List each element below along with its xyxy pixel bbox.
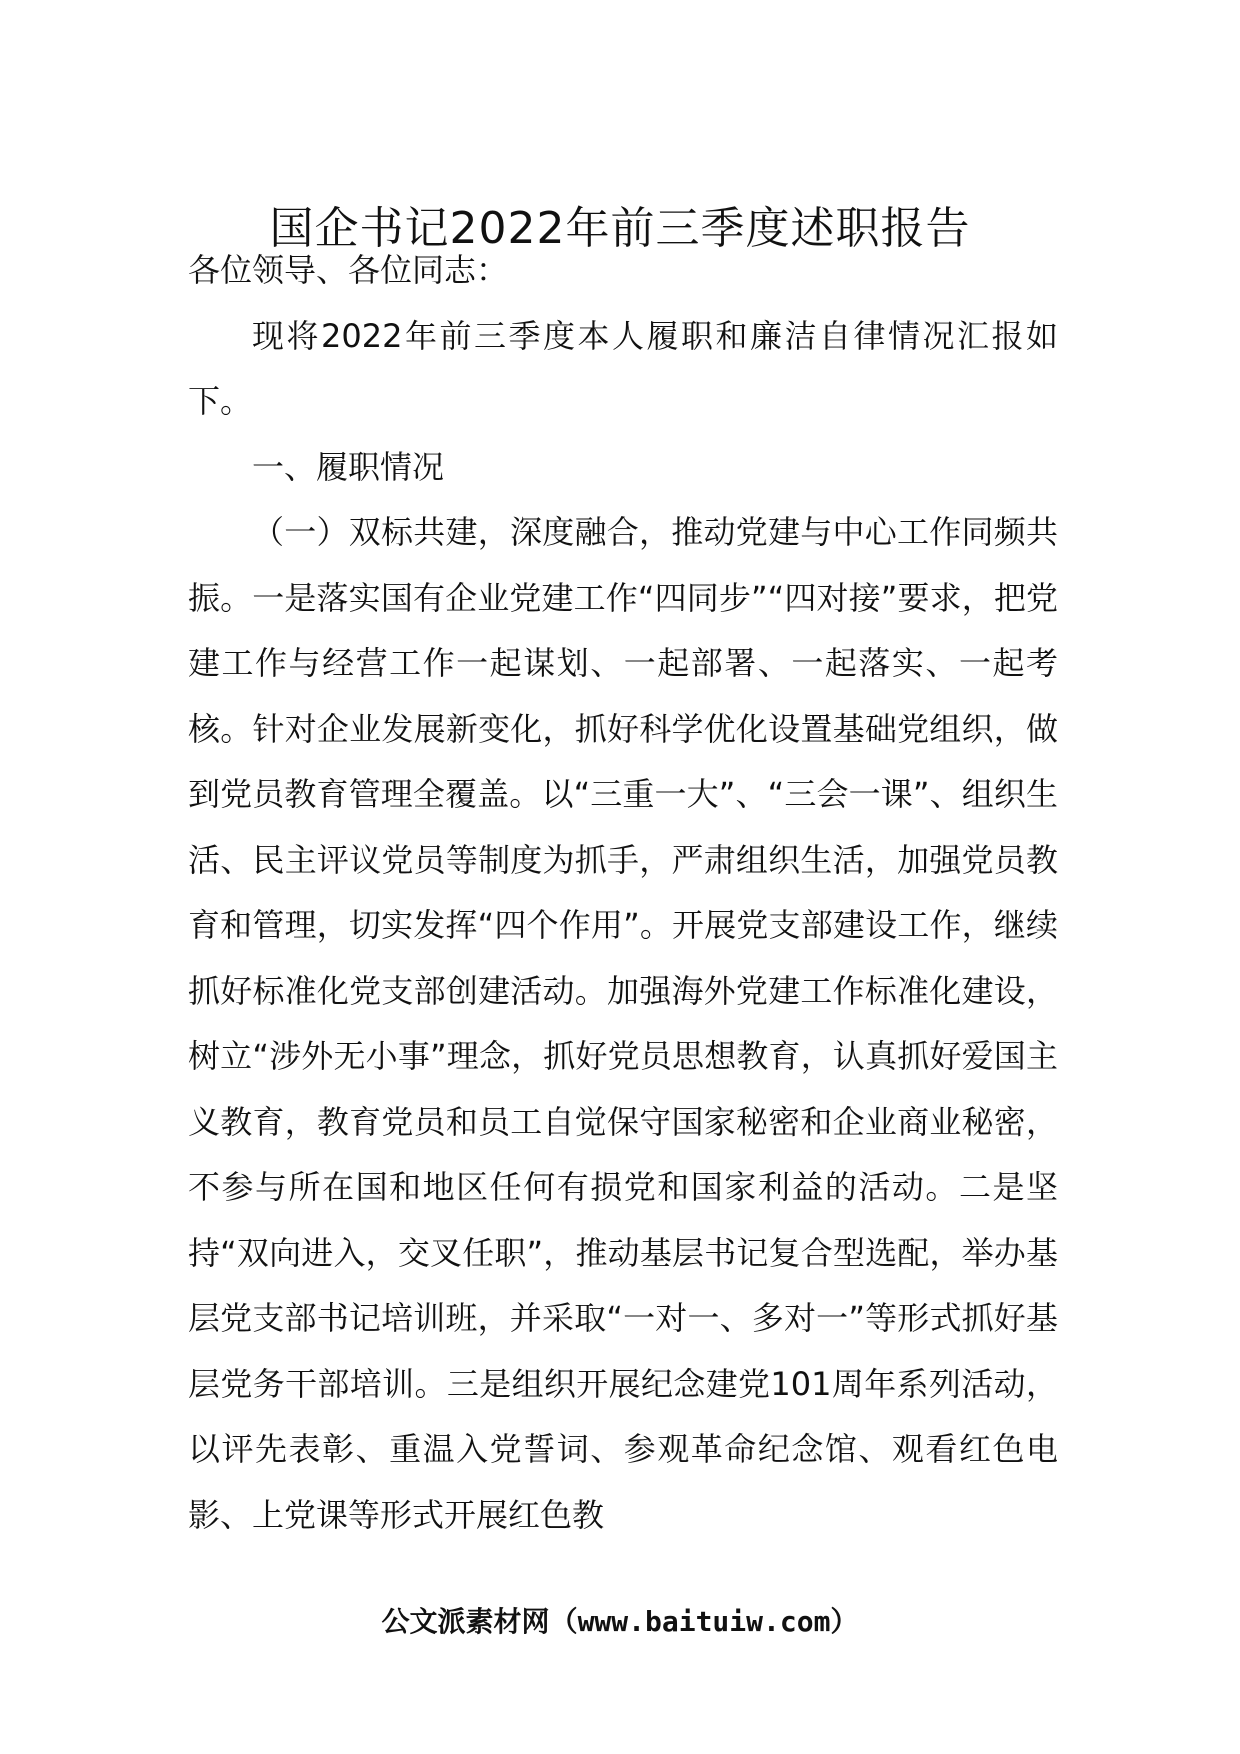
document-title: 国企书记2022年前三季度述职报告: [269, 203, 971, 255]
document-body: [188, 238, 1058, 1548]
body-paragraph: （一）双标共建，深度融合，推动党建与中心工作同频共振。一是落实国有企业党建工作“四同步”“四对接”要求，把党建工作与经营工作一起谋划、一起部署、一起落实、一起考核。针对企业发展新变化，抓好科学优化设置基础党组织，做到党员教育管理全覆盖。以“三重一大”、“三会一课”、组织生活、民主评议党员等制度为抓手，严肃组织生活，加强党员教育和管理，切实发挥“四个作用”。开展党支部建设工作，继续抓好标准化党支部创建活动。加强海外党建工作标准化建设，树立“涉外无小事”理念，抓好党员思想教育，认真抓好爱国主义教育，教育党员和员工自觉保守国家秘密和企业商业秘密，不参与所在国和地区任何有损党和国家利益的活动。二是坚持“双向进入，交叉任职”，推动基层书记复合型选配，举办基层党支部书记培训班，并采取“一对一、多对一”等形式抓好基层党务干部培训。三是组织开展纪念建党101周年系列活动，以评先表彰、重温入党誓词、参观革命纪念馆、观看红色电影、上党课等形式开展红色教: [188, 513, 1058, 1534]
salutation: 各位领导、各位同志：: [188, 251, 509, 289]
footer-label: 公文派素材网: [381, 1605, 550, 1638]
section-heading: 一、履职情况: [252, 447, 445, 486]
intro-paragraph: 现将2022年前三季度本人履职和廉洁自律情况汇报如下。: [188, 316, 1058, 420]
footer-site: （www.baituiw.com）: [549, 1605, 859, 1638]
footer-watermark: [0, 1600, 1240, 1644]
